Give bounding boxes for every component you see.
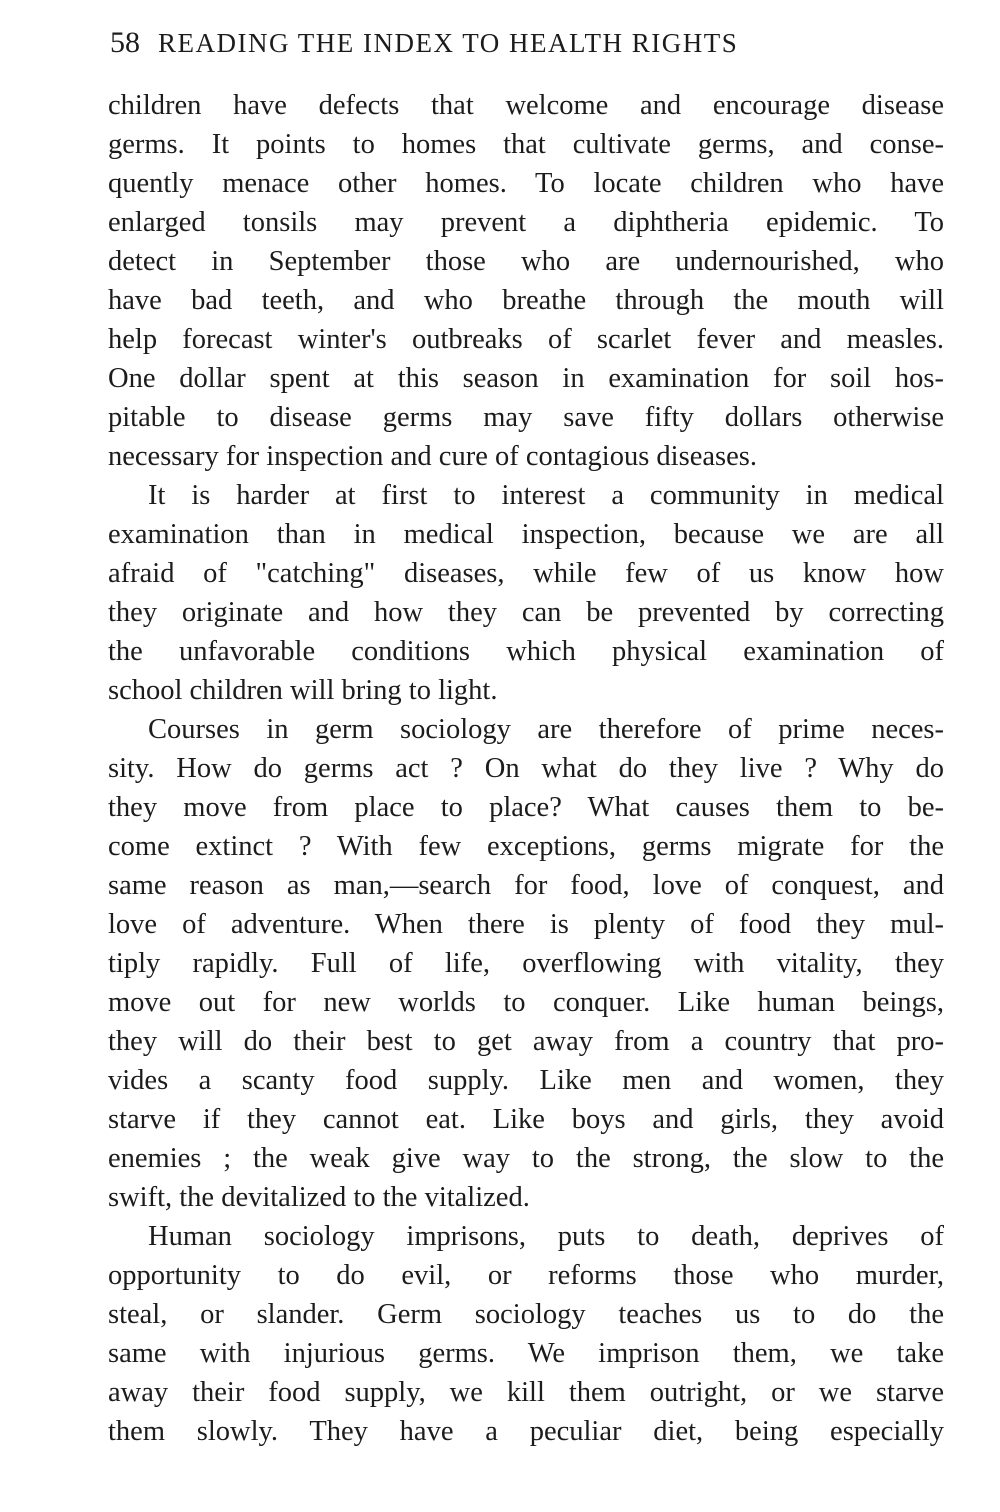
text-line: help forecast winter's outbreaks of scarlet fever and measles. <box>108 324 944 355</box>
text-line: they move from place to place? What causes them to be- <box>108 792 944 823</box>
text-line: examination than in medical inspection, because we are all <box>108 519 944 550</box>
page-header <box>110 26 880 66</box>
text-line: starve if they cannot eat. Like boys and girls, they avoid <box>108 1104 944 1135</box>
text-line: necessary for inspection and cure of contagious diseases. <box>108 441 757 472</box>
text-line: quently menace other homes. To locate children who have <box>108 168 944 199</box>
text-line: same with injurious germs. We imprison them, we take <box>108 1338 944 1369</box>
text-line: swift, the devitalized to the vitalized. <box>108 1182 530 1213</box>
text-line: afraid of "catching" diseases, while few of us know how <box>108 558 944 589</box>
text-line: detect in September those who are undernourished, who <box>108 246 944 277</box>
text-line: children have defects that welcome and encourage disease <box>108 90 944 121</box>
text-line: move out for new worlds to conquer. Like human beings, <box>108 987 944 1018</box>
text-line: come extinct ? With few exceptions, germs migrate for the <box>108 831 944 862</box>
text-line: Courses in germ sociology are therefore of prime neces- <box>148 714 944 745</box>
text-line: steal, or slander. Germ sociology teaches us to do the <box>108 1299 944 1330</box>
text-line: It is harder at first to interest a community in medical <box>148 480 944 511</box>
text-line: tiply rapidly. Full of life, overflowing with vitality, they <box>108 948 944 979</box>
text-line: pitable to disease germs may save fifty dollars otherwise <box>108 402 944 433</box>
paragraph <box>108 476 944 710</box>
text-line: same reason as man,—search for food, love of conquest, and <box>108 870 944 901</box>
text-line: enemies ; the weak give way to the strong, the slow to the <box>108 1143 944 1174</box>
text-line: enlarged tonsils may prevent a diphtheria epidemic. To <box>108 207 944 238</box>
text-line: the unfavorable conditions which physical examination of <box>108 636 944 667</box>
text-line: One dollar spent at this season in examination for soil hos- <box>108 363 944 394</box>
paragraph <box>108 710 944 1217</box>
text-line: sity. How do germs act ? On what do they live ? Why do <box>108 753 944 784</box>
text-line: Human sociology imprisons, puts to death, deprives of <box>148 1221 944 1252</box>
page-number: 58 <box>110 26 140 59</box>
text-line: vides a scanty food supply. Like men and women, they <box>108 1065 944 1096</box>
text-line: they will do their best to get away from a country that pro- <box>108 1026 944 1057</box>
paragraph <box>108 1217 944 1451</box>
text-line: school children will bring to light. <box>108 675 498 706</box>
running-head: READING THE INDEX TO HEALTH RIGHTS <box>158 28 739 58</box>
text-line: have bad teeth, and who breathe through the mouth will <box>108 285 944 316</box>
text-line: germs. It points to homes that cultivate germs, and conse- <box>108 129 944 160</box>
text-line: opportunity to do evil, or reforms those who murder, <box>108 1260 944 1291</box>
text-line: they originate and how they can be prevented by correcting <box>108 597 944 628</box>
text-line: them slowly. They have a peculiar diet, being especially <box>108 1416 944 1447</box>
body-text <box>108 86 944 1451</box>
paragraph <box>108 86 944 476</box>
text-line: love of adventure. When there is plenty of food they mul- <box>108 909 944 940</box>
text-line: away their food supply, we kill them outright, or we starve <box>108 1377 944 1408</box>
